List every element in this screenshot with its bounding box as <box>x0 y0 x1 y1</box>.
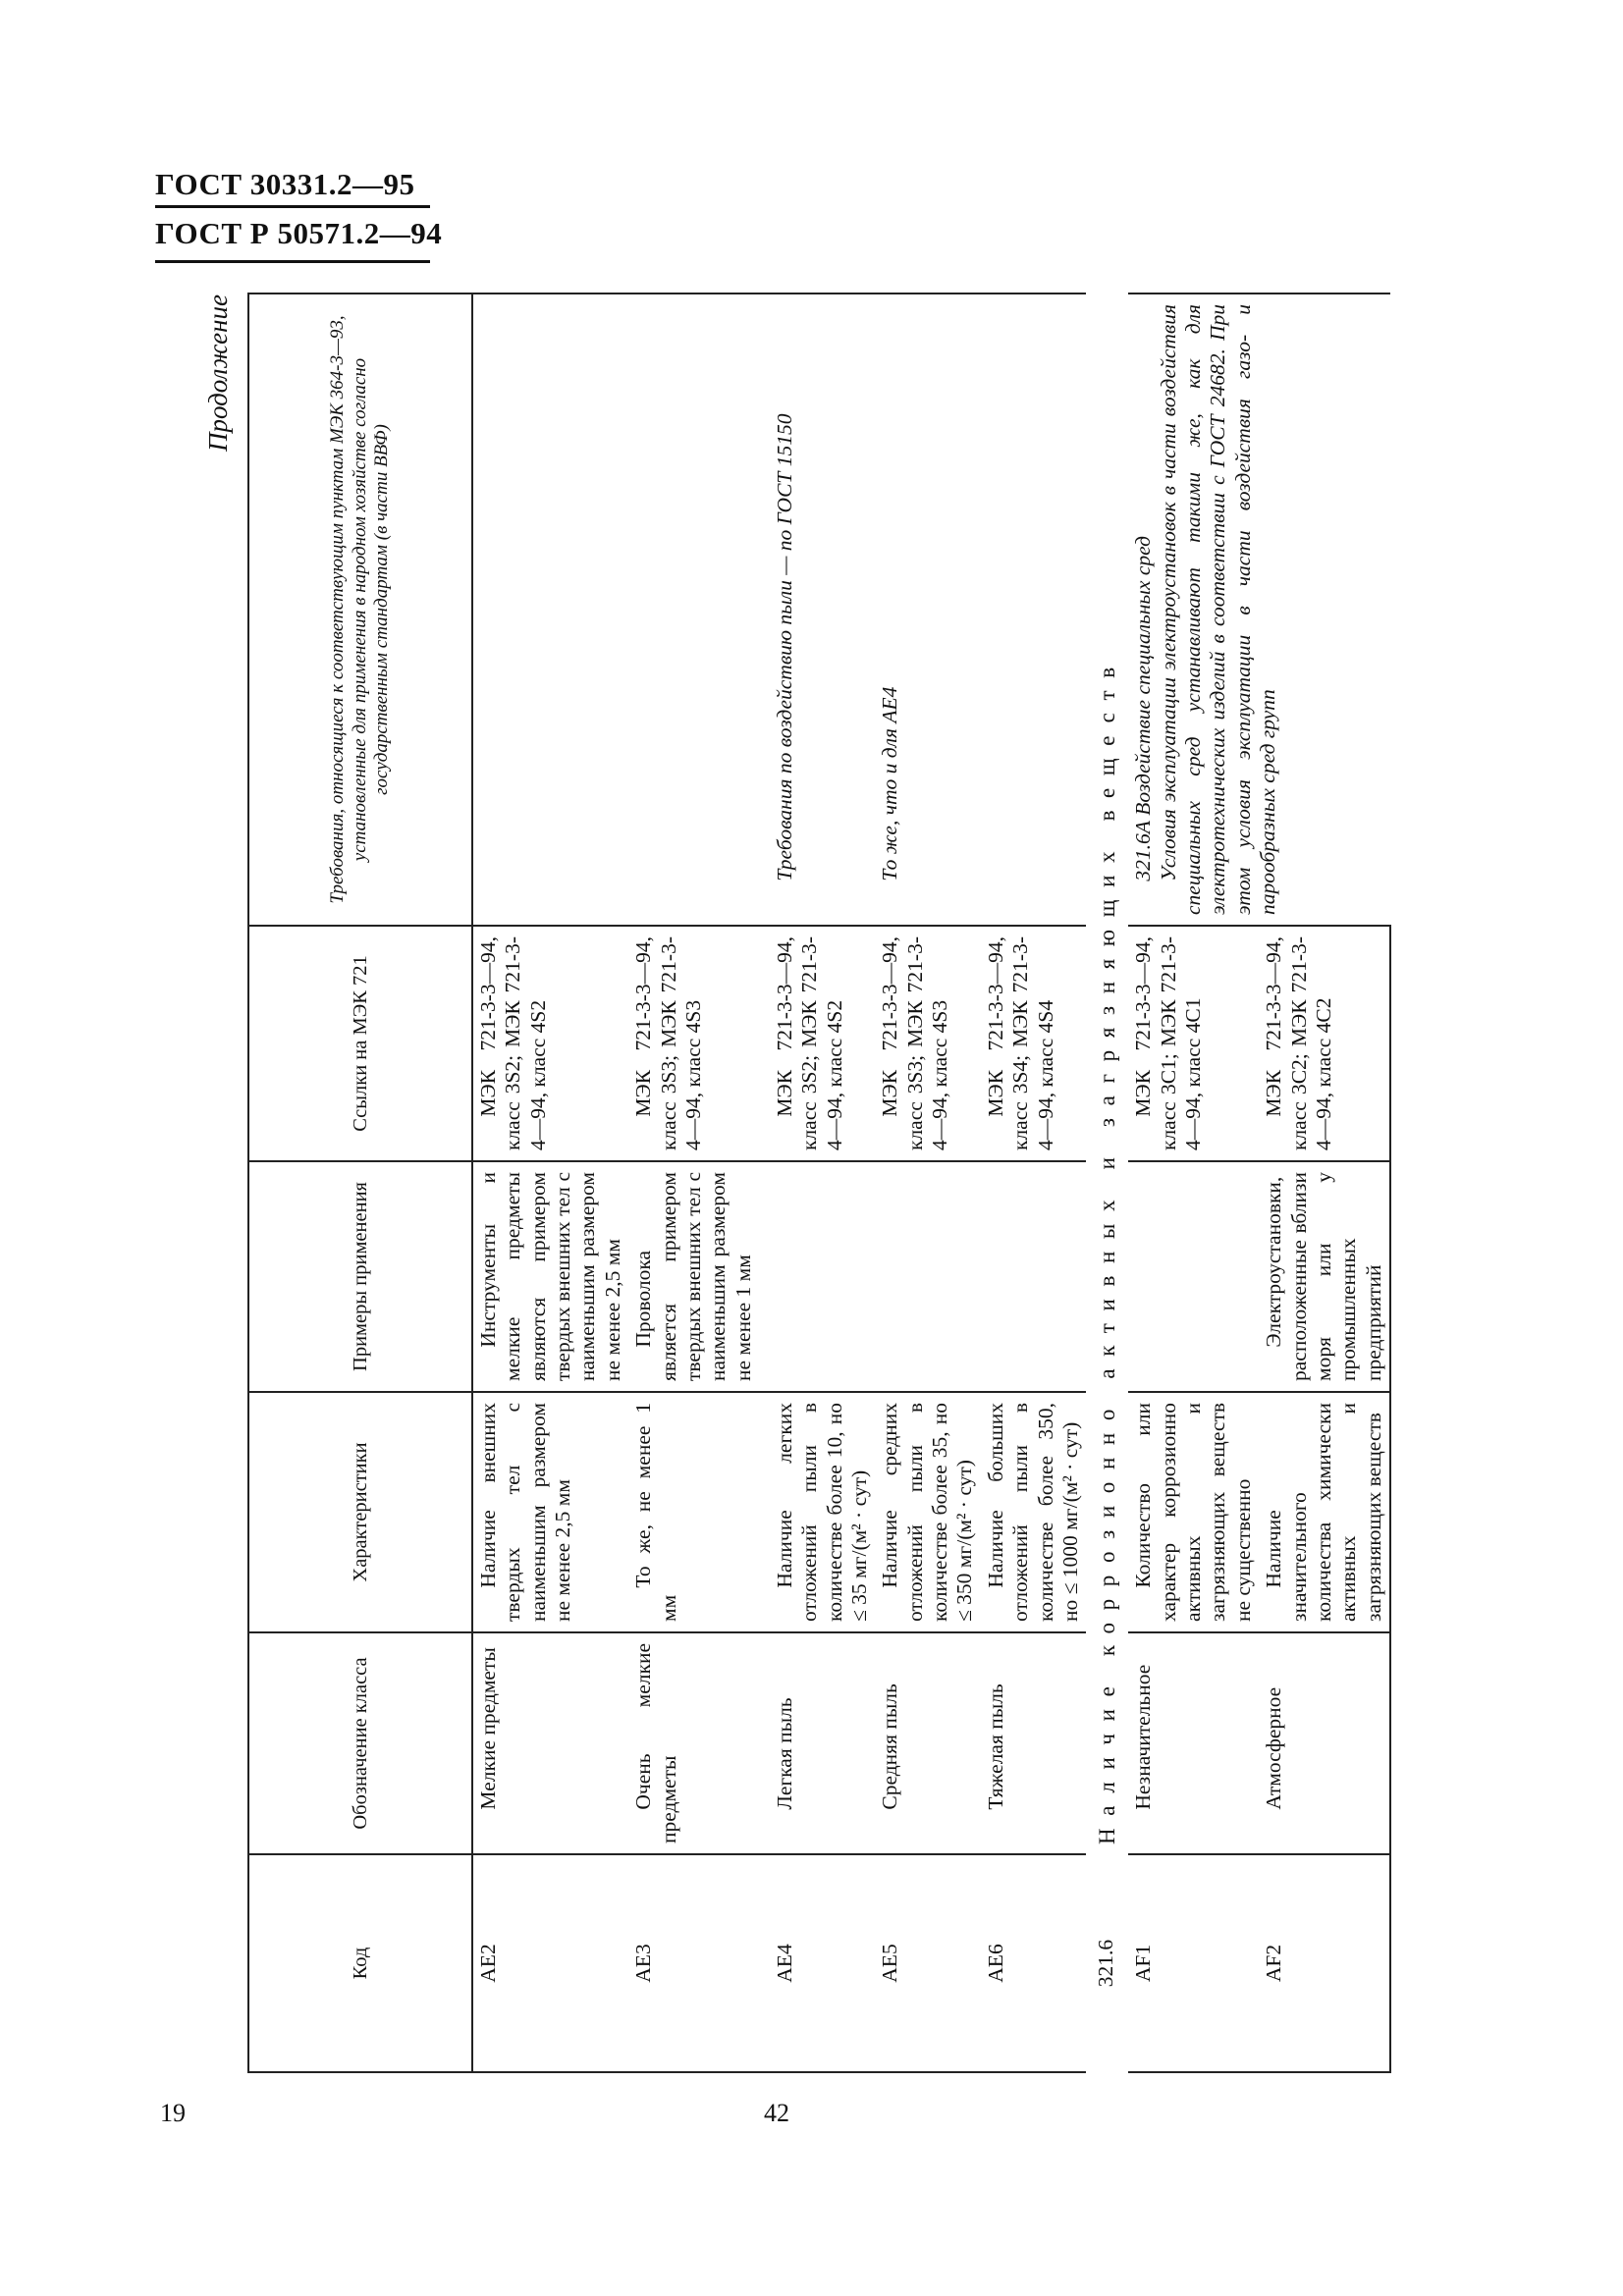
page-number-left: 19 <box>160 2099 186 2127</box>
cell-refs: МЭК 721-3-3—94, класс 3S2; МЭК 721-3-4—94, класс 4S2 <box>472 926 628 1161</box>
cell-requirements <box>981 294 1086 926</box>
cell-examples <box>759 1161 875 1392</box>
cell-characteristics: Наличие легких отложений пыли в количестве более 10, но ≤ 35 мг/(м² · сут) <box>759 1392 875 1632</box>
header-rule-bottom <box>155 260 430 263</box>
cell-characteristics: Наличие больших отложений пыли в количестве более 350, но ≤ 1000 мг/(м² · сут) <box>981 1392 1086 1632</box>
requirements-subtitle: 321.6А Воздействие специальных сред <box>1131 535 1156 881</box>
cell-examples: Инструменты и мелкие предметы являются примером твердых внешних тел с наименьшим размером не менее 2,5 мм <box>472 1161 628 1392</box>
col-header-designation: Обозначение класса <box>248 1632 472 1854</box>
continuation-label: Продолжение <box>203 294 233 453</box>
cell-examples: Электроустановки, расположенные вблизи моря или у промышленных предприятий <box>1259 1161 1390 1392</box>
cell-code: AE5 <box>875 1854 980 2072</box>
doc-header-gost-r: ГОСТ Р 50571.2—94 <box>155 216 443 250</box>
cell-designation: Средняя пыль <box>875 1632 980 1854</box>
cell-refs: МЭК 721-3-3—94, класс 3S4; МЭК 721-3-4—94, класс 4S4 <box>981 926 1086 1161</box>
cell-refs: МЭК 721-3-3—94, класс 3S3; МЭК 721-3-4—94, класс 4S3 <box>875 926 980 1161</box>
table-row <box>472 294 628 2072</box>
cell-characteristics: Количество или характер коррозионно активных и загрязняющих веществ не существенно <box>1128 1392 1259 1632</box>
cell-examples <box>1128 1161 1259 1392</box>
cell-characteristics: Наличие значительного количества химически активных и загрязняющих веществ <box>1259 1392 1390 1632</box>
rotated-table-block <box>194 294 1385 2073</box>
cell-designation: Легкая пыль <box>759 1632 875 1854</box>
cell-examples <box>981 1161 1086 1392</box>
classification-table <box>247 293 1391 2073</box>
table-row <box>759 294 875 2072</box>
cell-requirements <box>628 294 759 926</box>
cell-code: AF1 <box>1128 1854 1259 2072</box>
cell-requirements: Требования по воздействию пыли — по ГОСТ 15150 <box>759 294 875 926</box>
table-row <box>875 294 980 2072</box>
cell-refs: МЭК 721-3-3—94, класс 3S3; МЭК 721-3-4—94, класс 4S3 <box>628 926 759 1161</box>
doc-header-gost: ГОСТ 30331.2—95 <box>155 167 415 201</box>
cell-code: AE2 <box>472 1854 628 2072</box>
section-title: Наличие коррозионно активных и загрязняющих веществ <box>1095 655 1120 1844</box>
col-header-code: Код <box>248 1854 472 2072</box>
table-header-row <box>248 294 472 2072</box>
cell-requirements-321-6a <box>1128 294 1390 926</box>
cell-requirements: То же, что и для AE4 <box>875 294 980 926</box>
header-rule-top <box>155 205 430 208</box>
cell-refs: МЭК 721-3-3—94, класс 3C1; МЭК 721-3-4—94, класс 4C1 <box>1128 926 1259 1161</box>
cell-code: AE4 <box>759 1854 875 2072</box>
col-header-refs: Ссылки на МЭК 721 <box>248 926 472 1161</box>
cell-examples <box>875 1161 980 1392</box>
cell-characteristics: То же, не менее 1 мм <box>628 1392 759 1632</box>
requirements-body: Условия эксплуатации электроустановок в части воздействия специальных сред устанавливают такими же, как для электротехнических изделий в соответствии с ГОСТ 24682. При этом условия эксплуатации в части воздействия газо- и парообразных сред групп <box>1156 304 1280 915</box>
table-row <box>1128 294 1259 2072</box>
cell-designation: Очень мелкие предметы <box>628 1632 759 1854</box>
cell-code: AF2 <box>1259 1854 1390 2072</box>
cell-examples: Проволока является примером твердых внешних тел с наименьшим размером не менее 1 мм <box>628 1161 759 1392</box>
cell-designation: Тяжелая пыль <box>981 1632 1086 1854</box>
table-row <box>981 294 1086 2072</box>
cell-code: AE6 <box>981 1854 1086 2072</box>
cell-designation: Незначительное <box>1128 1632 1259 1854</box>
cell-designation: Атмосферное <box>1259 1632 1390 1854</box>
cell-characteristics: Наличие внешних твердых тел с наименьшим размером не менее 2,5 мм <box>472 1392 628 1632</box>
col-header-examples: Примеры применения <box>248 1161 472 1392</box>
col-header-requirements: Требования, относящиеся к соответствующим пунктам МЭК 364-3—93, установленные для применения в народном хозяйстве согласно государственным стандартам (в части ВВФ) <box>248 294 472 926</box>
cell-characteristics: Наличие средних отложений пыли в количестве более 35, но ≤ 350 мг/(м² · сут) <box>875 1392 980 1632</box>
cell-refs: МЭК 721-3-3—94, класс 3S2; МЭК 721-3-4—94, класс 4S2 <box>759 926 875 1161</box>
table-row <box>628 294 759 2072</box>
cell-requirements <box>472 294 628 926</box>
cell-designation: Мелкие предметы <box>472 1632 628 1854</box>
section-code: 321.6 <box>1094 1939 1118 1988</box>
section-row <box>1086 294 1128 2072</box>
page-number-center: 42 <box>764 2099 789 2127</box>
cell-refs: МЭК 721-3-3—94, класс 3C2; МЭК 721-3-4—94, класс 4C2 <box>1259 926 1390 1161</box>
col-header-characteristics: Характеристики <box>248 1392 472 1632</box>
cell-code: AE3 <box>628 1854 759 2072</box>
